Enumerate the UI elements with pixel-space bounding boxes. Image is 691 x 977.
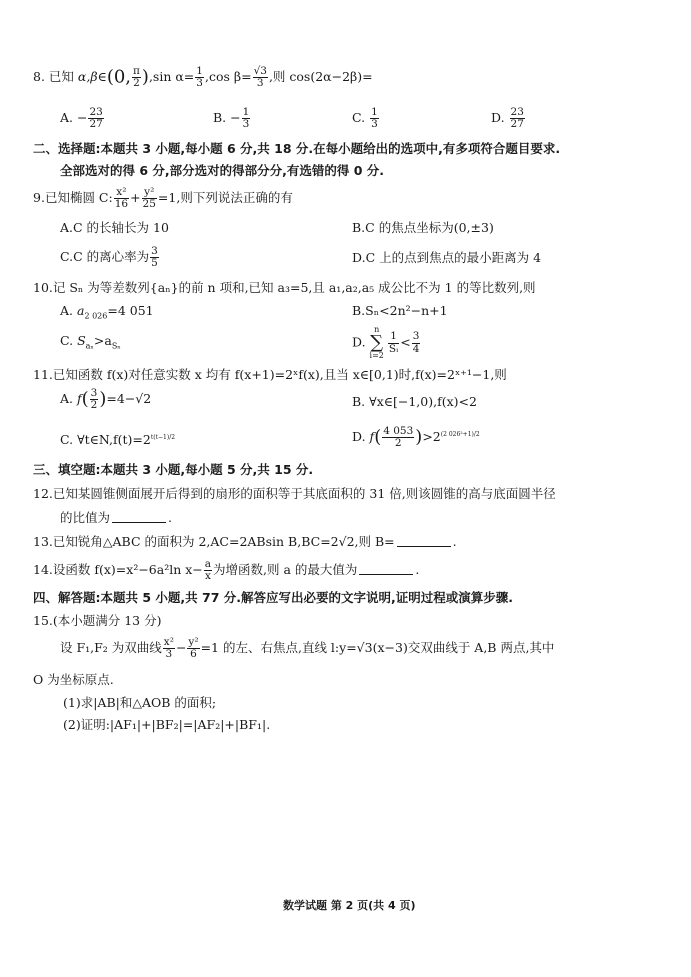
q8-option-d	[491, 107, 526, 130]
sum-upper: n	[374, 325, 380, 334]
option-fraction	[150, 246, 159, 269]
denominator: x	[204, 570, 211, 583]
stem-text: 已知锐角△ABC 的面积为 2,AC=2ABsin B,BC=2√2,则 B=	[52, 534, 395, 549]
sign: −	[230, 110, 241, 126]
denominator: 2	[394, 437, 402, 450]
sin-text: ,sin α=	[148, 69, 195, 85]
numerator: 4 053	[383, 425, 414, 437]
option-label: A.	[60, 110, 74, 126]
answer-blank[interactable]	[359, 574, 413, 575]
paren-close: )	[99, 388, 107, 410]
q11-option-b	[352, 396, 477, 409]
ask-text: ,则 cos(2α−2β)=	[268, 69, 373, 85]
exponent: t(t−1)/2	[150, 433, 176, 441]
option-label: D.	[352, 429, 366, 445]
section-3-title: 三、填空题:本题共 3 小题,每小题 5 分,共 15 分.	[33, 462, 314, 477]
stem-text: 的比值为	[60, 510, 111, 525]
option-fraction	[388, 331, 399, 354]
question-number: 13.	[33, 534, 53, 549]
q11-option-d	[352, 426, 480, 449]
question-number: 9.	[33, 190, 45, 206]
stem-text: 设 F₁,F₂ 为双曲线	[60, 640, 162, 656]
denominator: 3	[165, 648, 173, 661]
option-text: =4 051	[107, 303, 154, 318]
numerator: 3	[412, 330, 420, 343]
option-text: Sₙ<2n²−n+1	[365, 303, 448, 318]
denominator: 6	[190, 648, 197, 661]
denominator: Sᵢ	[388, 342, 399, 355]
summation	[370, 326, 384, 360]
stem-text: 已知某圆锥侧面展开后得到的扇形的面积等于其底面积的 31 倍,则该圆锥的高与底面圆半径	[52, 486, 556, 501]
option-label: C.	[60, 432, 74, 447]
subscript: Sₙ	[111, 341, 121, 351]
stem-text: =1,则下列说法正确的有	[157, 190, 293, 206]
option-label: D.	[352, 250, 366, 265]
stem-text: 已知椭圆 C:	[44, 190, 113, 206]
denominator: 2	[90, 399, 98, 412]
denominator: 3	[256, 77, 264, 90]
cos-value	[253, 66, 268, 89]
denominator: 27	[510, 118, 524, 131]
function: f	[77, 391, 82, 407]
question-number: 11.	[33, 367, 53, 382]
sigma-symbol: ∑	[370, 332, 384, 353]
option-label: C.	[60, 333, 74, 348]
pi-over-2	[132, 66, 141, 89]
question-number: 8.	[33, 69, 45, 85]
option-fraction	[90, 388, 99, 411]
denominator: 3	[371, 118, 378, 131]
option-text: >a	[93, 333, 112, 348]
option-fraction	[382, 426, 414, 449]
y-term	[187, 637, 199, 660]
relation: >2	[422, 429, 441, 445]
y-term	[142, 187, 157, 210]
period: .	[415, 562, 420, 578]
denominator: 4	[412, 342, 420, 355]
option-text: =4−√2	[106, 391, 152, 407]
denominator: 27	[89, 118, 103, 131]
option-fraction	[242, 107, 251, 130]
paren-open: (	[81, 388, 89, 410]
option-fraction	[510, 107, 525, 130]
q8-option-b	[213, 107, 251, 130]
option-label: B.	[352, 303, 366, 318]
section-2-subtitle: 全部选对的得 6 分,部分选对的得部分分,有选错的得 0 分.	[60, 163, 385, 178]
minus-sign: −	[175, 640, 187, 656]
numerator: y²	[188, 636, 199, 648]
option-label: B.	[352, 394, 366, 409]
question-12-line1	[33, 488, 556, 501]
option-text: C 的焦点坐标为(0,±3)	[365, 220, 494, 235]
q10-option-d	[352, 326, 421, 360]
interval-close: )	[141, 66, 149, 88]
option-label: C.	[352, 110, 366, 126]
period: .	[452, 534, 457, 549]
numerator: y²	[142, 187, 157, 199]
numerator: 23	[510, 106, 524, 118]
q8-option-a	[60, 107, 105, 130]
option-label: A.	[60, 391, 74, 407]
relation: <	[400, 334, 411, 350]
period: .	[168, 510, 172, 525]
option-label: B.	[352, 220, 366, 235]
sum-lower: i=2	[369, 351, 384, 360]
option-text: ∀t∈N,f(t)=2	[77, 432, 151, 447]
numerator: 1	[388, 331, 399, 343]
numerator: √3	[253, 65, 267, 77]
question-number: 12.	[33, 486, 53, 501]
question-number: 14.	[33, 562, 53, 578]
stem-text: 已知函数 f(x)对任意实数 x 均有 f(x+1)=2ˣf(x),且当 x∈[0,1)时,f(x)=2ˣ⁺¹−1,则	[52, 367, 507, 382]
q9-option-c	[60, 246, 160, 269]
question-8-stem	[33, 66, 373, 89]
question-13	[33, 536, 457, 549]
stem-text: 已知	[48, 69, 78, 85]
question-15-line2: O 为坐标原点.	[33, 672, 114, 687]
x-term	[114, 187, 129, 210]
stem-text: 为增函数,则 a 的最大值为	[213, 562, 358, 578]
q10-option-c	[60, 335, 121, 351]
denominator: 2	[133, 77, 140, 90]
question-15-header: 15.(本小题满分 13 分)	[33, 613, 162, 628]
option-label: A.	[60, 303, 74, 318]
section-2-title: 二、选择题:本题共 3 小题,每小题 6 分,共 18 分.在每小题给出的选项中,有多项符合题目要求.	[33, 141, 561, 156]
numerator: 3	[151, 245, 158, 257]
stem-text: 设函数 f(x)=x²−6a²ln x−	[52, 562, 203, 578]
denominator: 25	[142, 198, 156, 211]
numerator: π	[133, 65, 140, 77]
exponent: (2 026²+1)/2	[440, 430, 480, 438]
numerator: 1	[371, 106, 378, 118]
question-10-stem	[33, 282, 536, 295]
option-text: C 的长轴长为 10	[73, 220, 169, 235]
question-15-line1	[60, 637, 554, 660]
numerator: x²	[114, 187, 129, 199]
q8-option-c	[352, 107, 380, 130]
numerator: 1	[196, 65, 203, 77]
numerator: x²	[163, 636, 174, 648]
option-label: B.	[213, 110, 227, 126]
question-11-stem	[33, 369, 507, 382]
interval-open: (0,	[106, 66, 132, 88]
function: f	[369, 429, 375, 445]
section-4-title: 四、解答题:本题共 5 小题,共 77 分.解答应写出必要的文字说明,证明过程或演算步骤.	[33, 590, 513, 605]
option-text: C 的离心率为	[73, 249, 150, 265]
option-label: C.	[60, 249, 74, 265]
plus-sign: +	[130, 190, 141, 206]
subscript: aₙ	[85, 341, 94, 351]
option-label: A.	[60, 220, 74, 235]
denominator: 16	[114, 198, 129, 211]
question-15-part2: (2)证明:|AF₁|+|BF₂|=|AF₂|+|BF₁|.	[63, 717, 271, 732]
a-over-x	[204, 559, 212, 582]
variable: a	[77, 303, 85, 318]
question-9-stem	[33, 187, 293, 210]
q10-option-b	[352, 305, 448, 318]
page-footer: 数学试题 第 2 页(共 4 页)	[283, 899, 416, 912]
answer-blank[interactable]	[397, 546, 451, 547]
option-fraction	[370, 107, 379, 130]
sin-value	[195, 66, 204, 89]
denominator: 5	[151, 257, 158, 270]
q10-option-a	[60, 305, 154, 321]
numerator: 23	[89, 106, 103, 118]
x-term	[163, 637, 175, 660]
stem-text: =1 的左、右焦点,直线 l:y=√3(x−3)交双曲线于 A,B 两点,其中	[200, 640, 555, 656]
paren-open: (	[374, 426, 382, 448]
question-number: 10.	[33, 280, 53, 295]
option-fraction	[88, 107, 103, 130]
question-14	[33, 559, 419, 582]
numerator: 3	[90, 387, 98, 399]
numerator: 1	[242, 106, 250, 118]
q11-option-c	[60, 434, 175, 447]
q9-option-b	[352, 222, 494, 235]
answer-blank[interactable]	[112, 522, 166, 523]
q9-option-a	[60, 222, 169, 235]
denominator: 3	[242, 118, 250, 131]
option-label: D.	[352, 334, 366, 350]
sign: −	[77, 110, 88, 126]
option-fraction	[412, 331, 421, 354]
q9-option-d	[352, 252, 541, 265]
subscript: 2 026	[84, 311, 108, 321]
question-15-part1: (1)求|AB|和△AOB 的面积;	[63, 695, 217, 710]
variables: α,β∈	[77, 69, 107, 85]
question-12-line2	[60, 512, 172, 525]
option-text: C 上的点到焦点的最小距离为 4	[365, 250, 542, 265]
denominator: 3	[196, 77, 203, 90]
paren-close: )	[415, 426, 423, 448]
option-label: D.	[491, 110, 505, 126]
q11-option-a	[60, 388, 151, 411]
cos-text: ,cos β=	[204, 69, 252, 85]
option-text: ∀x∈[−1,0),f(x)<2	[369, 394, 477, 409]
numerator: a	[204, 558, 212, 570]
stem-text: 记 Sₙ 为等差数列{aₙ}的前 n 项和,已知 a₃=5,且 a₁,a₂,a₅ 成公比不为 1 的等比数列,则	[52, 280, 536, 295]
variable: S	[77, 333, 86, 348]
